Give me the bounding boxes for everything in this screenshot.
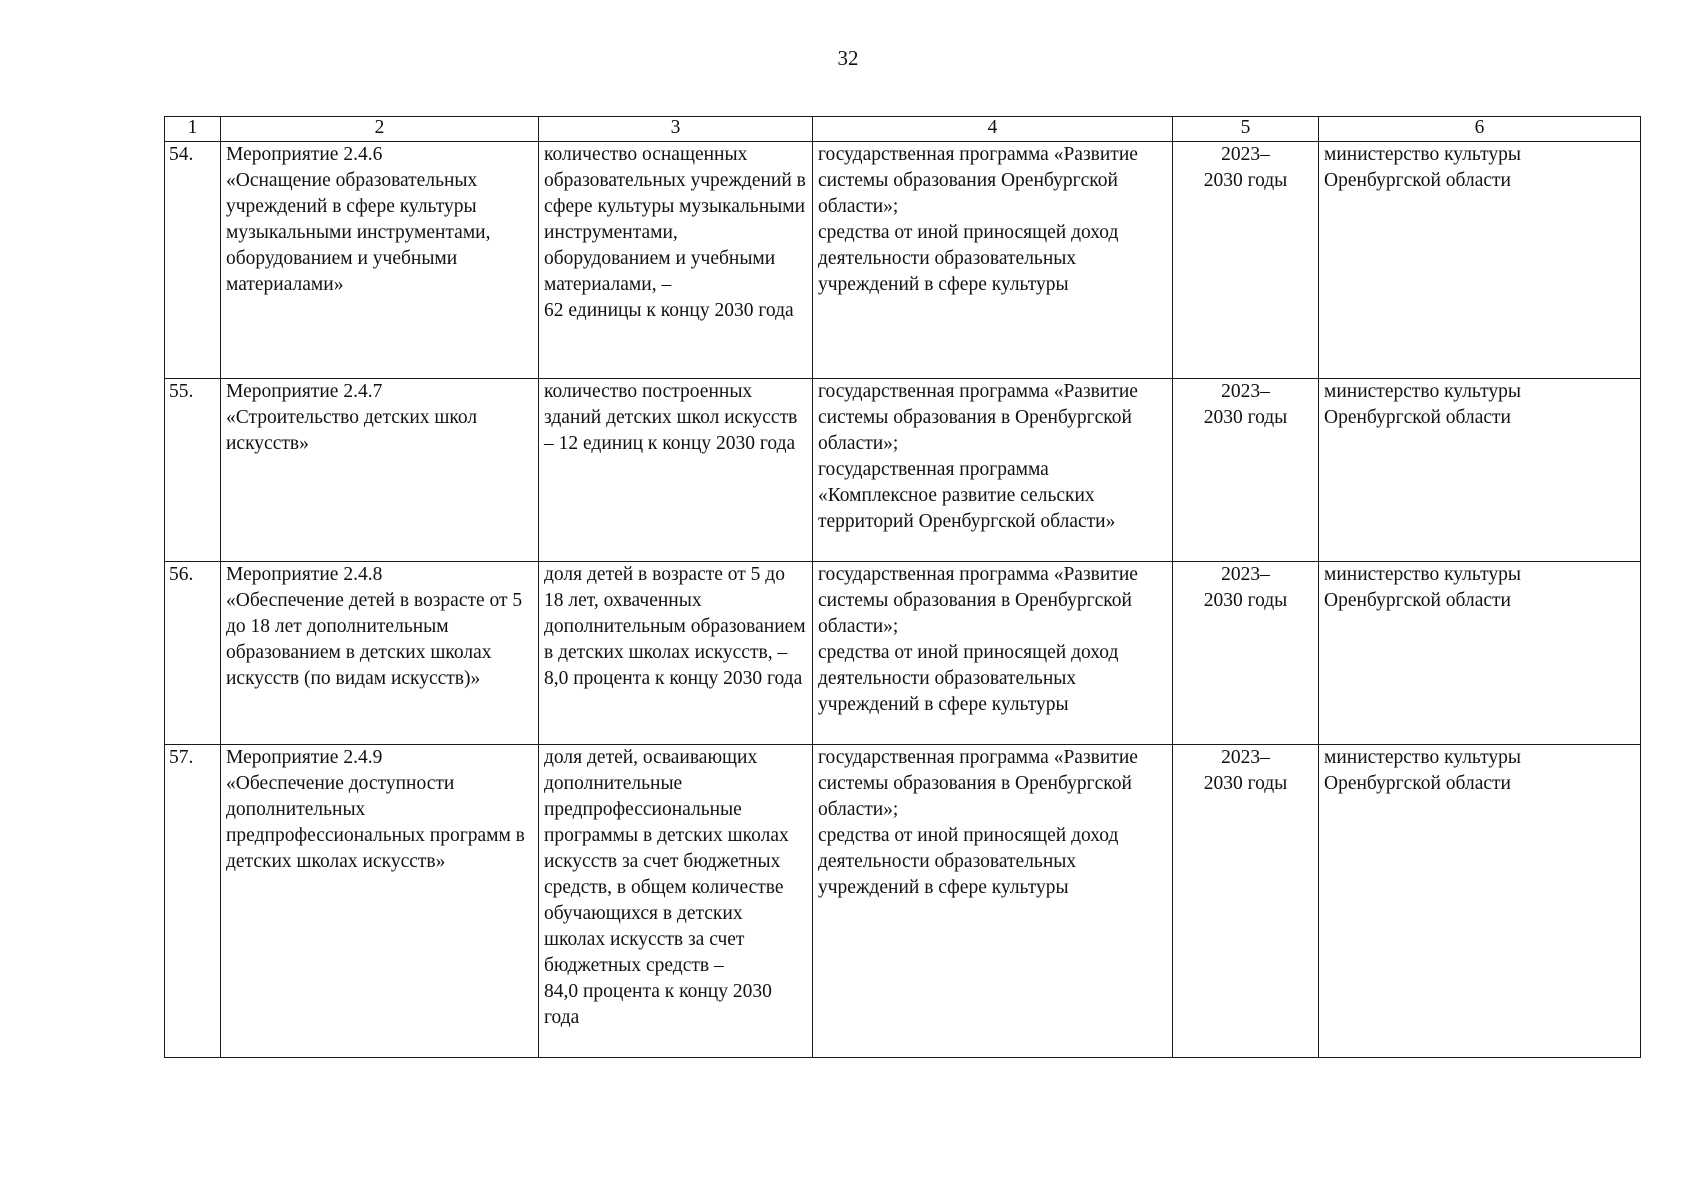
table-row <box>165 379 1641 562</box>
row-number: 55. <box>165 379 221 562</box>
column-header-3: 3 <box>539 117 813 142</box>
indicator-cell: количество оснащенных образовательных учреждений в сфере культуры музыкальными инструментами, оборудованием и учебными материалами, – 62 единицы к концу 2030 года <box>539 142 813 379</box>
executor-cell: министерство культуры Оренбургской области <box>1319 142 1641 379</box>
measures-table <box>164 116 1641 1058</box>
years-cell: 2023– 2030 годы <box>1173 745 1319 1058</box>
table-row <box>165 142 1641 379</box>
years-cell: 2023– 2030 годы <box>1173 379 1319 562</box>
row-number: 56. <box>165 562 221 745</box>
funding-source-cell: государственная программа «Развитие системы образования в Оренбургской области»; средства от иной приносящей доход деятельности образовательных учреждений в сфере культуры <box>813 562 1173 745</box>
table-row <box>165 562 1641 745</box>
measure-cell: Мероприятие 2.4.9 «Обеспечение доступности дополнительных предпрофессиональных программ в детских школах искусств» <box>221 745 539 1058</box>
funding-source-cell: государственная программа «Развитие системы образования в Оренбургской области»; государственная программа «Комплексное развитие сельских территорий Оренбургской области» <box>813 379 1173 562</box>
indicator-cell: количество построенных зданий детских школ искусств – 12 единиц к концу 2030 года <box>539 379 813 562</box>
funding-source-cell: государственная программа «Развитие системы образования Оренбургской области»; средства от иной приносящей доход деятельности образовательных учреждений в сфере культуры <box>813 142 1173 379</box>
header-row <box>165 117 1641 142</box>
executor-cell: министерство культуры Оренбургской области <box>1319 562 1641 745</box>
row-number: 54. <box>165 142 221 379</box>
funding-source-cell: государственная программа «Развитие системы образования в Оренбургской области»; средства от иной приносящей доход деятельности образовательных учреждений в сфере культуры <box>813 745 1173 1058</box>
column-header-6: 6 <box>1319 117 1641 142</box>
indicator-cell: доля детей в возрасте от 5 до 18 лет, охваченных дополнительным образованием в детских школах искусств, – 8,0 процента к концу 2030 года <box>539 562 813 745</box>
measure-cell: Мероприятие 2.4.7 «Строительство детских школ искусств» <box>221 379 539 562</box>
table-row <box>165 745 1641 1058</box>
column-header-5: 5 <box>1173 117 1319 142</box>
executor-cell: министерство культуры Оренбургской области <box>1319 745 1641 1058</box>
indicator-cell: доля детей, осваивающих дополнительные предпрофессиональные программы в детских школах искусств за счет бюджетных средств, в общем количестве обучающихся в детских школах искусств за счет бюджетных средств – 84,0 процента к концу 2030 года <box>539 745 813 1058</box>
measure-cell: Мероприятие 2.4.8 «Обеспечение детей в возрасте от 5 до 18 лет дополнительным образованием в детских школах искусств (по видам искусств)» <box>221 562 539 745</box>
executor-cell: министерство культуры Оренбургской области <box>1319 379 1641 562</box>
row-number: 57. <box>165 745 221 1058</box>
column-header-1: 1 <box>165 117 221 142</box>
years-cell: 2023– 2030 годы <box>1173 142 1319 379</box>
measure-cell: Мероприятие 2.4.6 «Оснащение образовательных учреждений в сфере культуры музыкальными инструментами, оборудованием и учебными материалами» <box>221 142 539 379</box>
years-cell: 2023– 2030 годы <box>1173 562 1319 745</box>
column-header-4: 4 <box>813 117 1173 142</box>
page-number: 32 <box>837 46 859 70</box>
column-header-2: 2 <box>221 117 539 142</box>
